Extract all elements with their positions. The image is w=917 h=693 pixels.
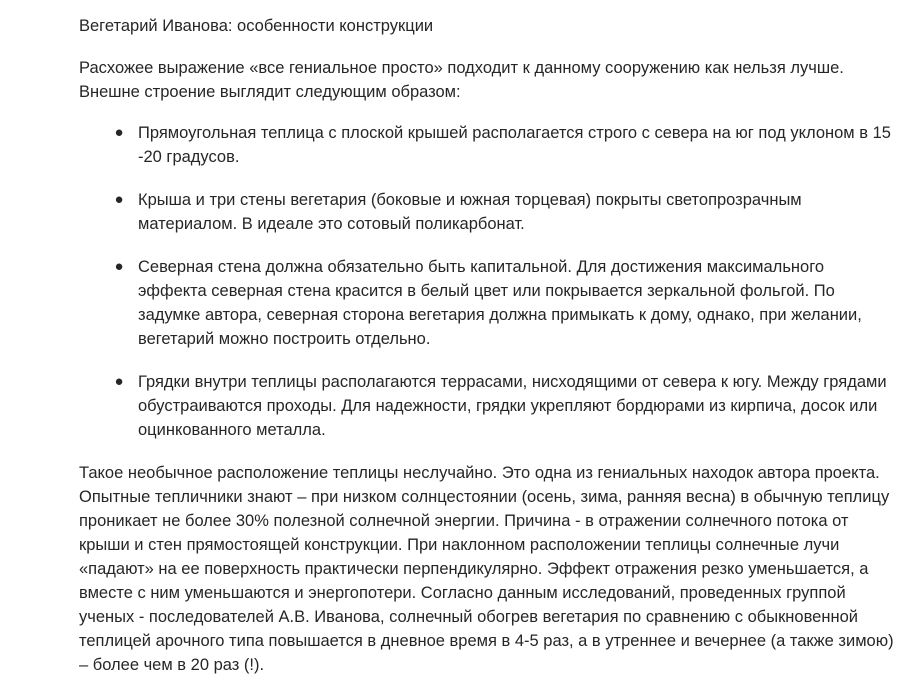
intro-paragraph: Расхожее выражение «все гениальное просто» подходит к данному сооружению как нельзя лучше. Внешне строение выглядит следующим образом: [79, 59, 844, 101]
closing-paragraph: Такое необычное расположение теплицы неслучайно. Это одна из гениальных находок автора проекта. Опытные тепличники знают – при низком солнцестоянии (осень, зима, ранняя весна) в обычную теплицу проникает не более 30% полезной солнечной энергии. Причина - в отражении солнечного потока от крыши и стен прямостоящей конструкции. При наклонном расположении теплицы солнечные лучи «падают» на ее поверхность практически перпендикулярно. Эффект отражения резко уменьшается, а вместе с ним уменьшаются и энергопотери. Согласно данным исследований, проведенных группой ученых - последователей А.В. Иванова, солнечный обогрев вегетария по сравнению с обыкновенной теплицей арочного типа повышается в дневное время в 4-5 раз, а в утреннее и вечернее (а также зимою) – более чем в 20 раз (!). [79, 464, 894, 674]
bullet-icon: ● [114, 191, 124, 208]
bullet-icon: ● [114, 124, 124, 141]
list-item [79, 255, 897, 351]
list-item-text: Грядки внутри теплицы располагаются террасами, нисходящими от севера к югу. Между грядами обустраиваются проходы. Для надежности, грядки укрепляют бордюрами из кирпича, досок или оцинкованного металла. [138, 373, 887, 439]
bullet-list [79, 121, 897, 442]
list-item [79, 188, 897, 236]
document-title: Вегетарий Иванова: особенности конструкции [79, 17, 434, 35]
list-item-text: Северная стена должна обязательно быть капитальной. Для достижения максимального эффекта северная стена красится в белый цвет или покрывается зеркальной фольгой. По задумке автора, северная сторона вегетария должна примыкать к дому, однако, при желании, вегетарий можно построить отдельно. [138, 258, 862, 348]
bullet-icon: ● [114, 258, 124, 275]
list-item [79, 370, 897, 442]
list-item [79, 121, 897, 169]
bullet-icon: ● [114, 373, 124, 390]
list-item-text: Прямоугольная теплица с плоской крышей располагается строго с севера на юг под уклоном в 15 -20 градусов. [138, 124, 891, 166]
list-item-text: Крыша и три стены вегетария (боковые и южная торцевая) покрыты светопрозрачным материалом. В идеале это сотовый поликарбонат. [138, 191, 802, 233]
